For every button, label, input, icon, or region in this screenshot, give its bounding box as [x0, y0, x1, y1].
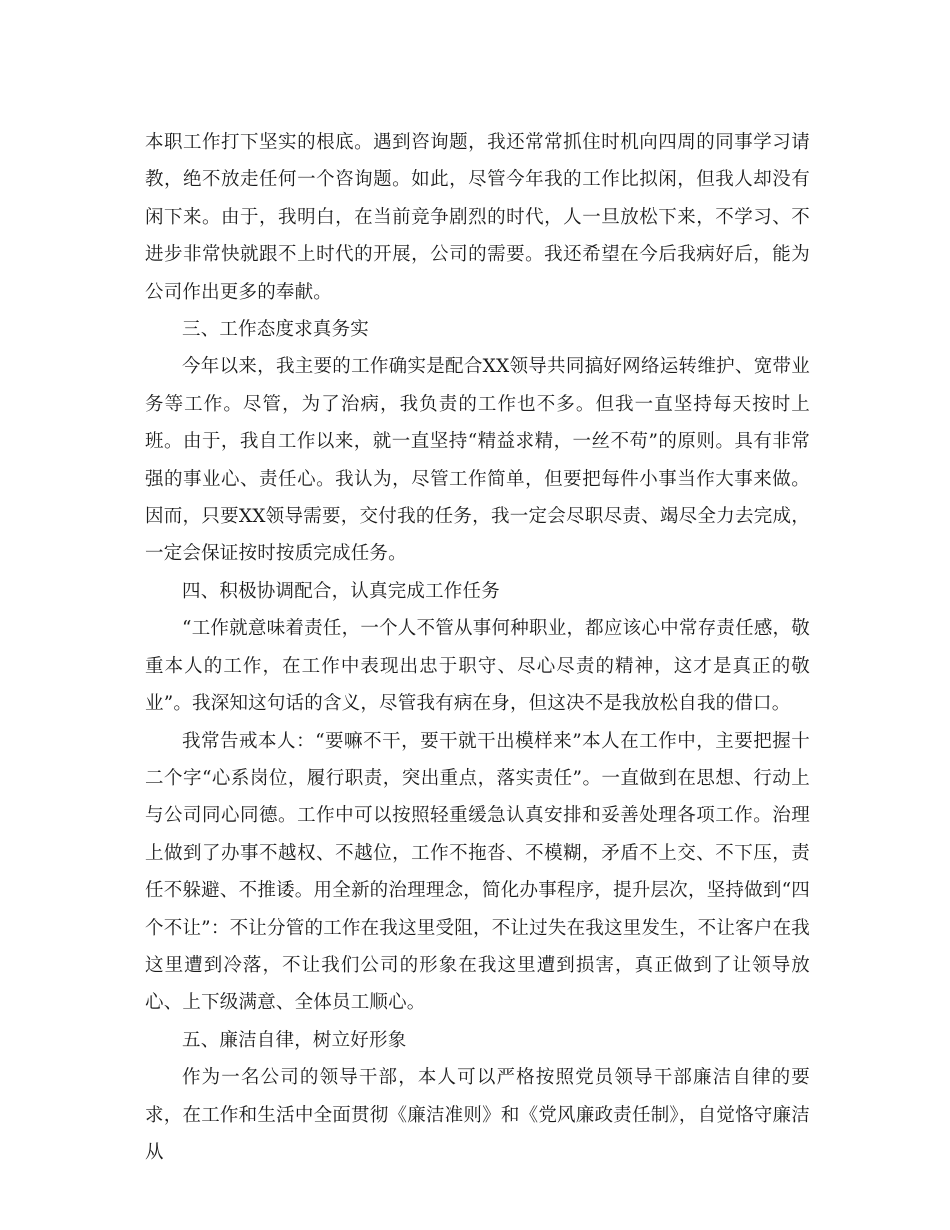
section-heading-5: 五、廉洁自律，树立好形象 — [182, 1029, 407, 1051]
paragraph-continuation: 本职工作打下坚实的根底。遇到咨询题，我还常常抓住时机向四周的同事学习请教，绝不放走任何一个咨询题。如此，尽管今年我的工作比拟闲，但我人却没有闲下来。由于，我明白，在当前竞争剧烈的时代，人一旦放松下来，不学习、不进步非常快就跟不上时代的开展，公司的需要。我还希望在今后我病好后，能为公司作出更多的奉献。 — [145, 132, 810, 303]
paragraph-responsibility-quote: “工作就意味着责任，一个人不管从事何种职业，都应该心中常存责任感，敬重本人的工作，在工作中表现出忠于职守、尽心尽责的精神，这才是真正的敬业”。我深知这句话的含义，尽管我有病在身，但这决不是我放松自我的借口。 — [145, 618, 810, 715]
document-body — [145, 124, 810, 1171]
paragraph-integrity: 作为一名公司的领导干部，本人可以严格按照党员领导干部廉洁自律的要求，在工作和生活中全面贯彻《廉洁准则》和《党风廉政责任制》，自觉恪守廉洁从 — [145, 1067, 810, 1163]
section-heading-4: 四、积极协调配合，认真完成工作任务 — [182, 580, 500, 602]
section-heading-3: 三、工作态度求真务实 — [182, 319, 370, 341]
paragraph-self-discipline: 我常告戒本人：“要嘛不干，要干就干出模样来”本人在工作中，主要把握十二个字“心系岗位，履行职责，突出重点，落实责任”。一直做到在思想、行动上与公司同心同德。工作中可以按照轻重缓急认真安排和妥善处理各项工作。治理上做到了办事不越权、不越位，工作不拖沓、不模糊，矛盾不上交、不下压，责任不躲避、不推诿。用全新的治理理念，简化办事程序，提升层次，坚持做到“四个不让”：不让分管的工作在我这里受阻，不让过失在我这里发生，不让客户在我这里遭到冷落，不让我们公司的形象在我这里遭到损害，真正做到了让领导放心、上下级满意、全体员工顺心。 — [145, 730, 810, 1014]
paragraph-work-attitude: 今年以来，我主要的工作确实是配合XX领导共同搞好网络运转维护、宽带业务等工作。尽管，为了治病，我负责的工作也不多。但我一直坚持每天按时上班。由于，我自工作以来，就一直坚持“精益求精，一丝不苟”的原则。具有非常强的事业心、责任心。我认为，尽管工作简单，但要把每件小事当作大事来做。因而，只要XX领导需要，交付我的任务，我一定会尽职尽责、竭尽全力去完成，一定会保证按时按质完成任务。 — [145, 356, 810, 565]
